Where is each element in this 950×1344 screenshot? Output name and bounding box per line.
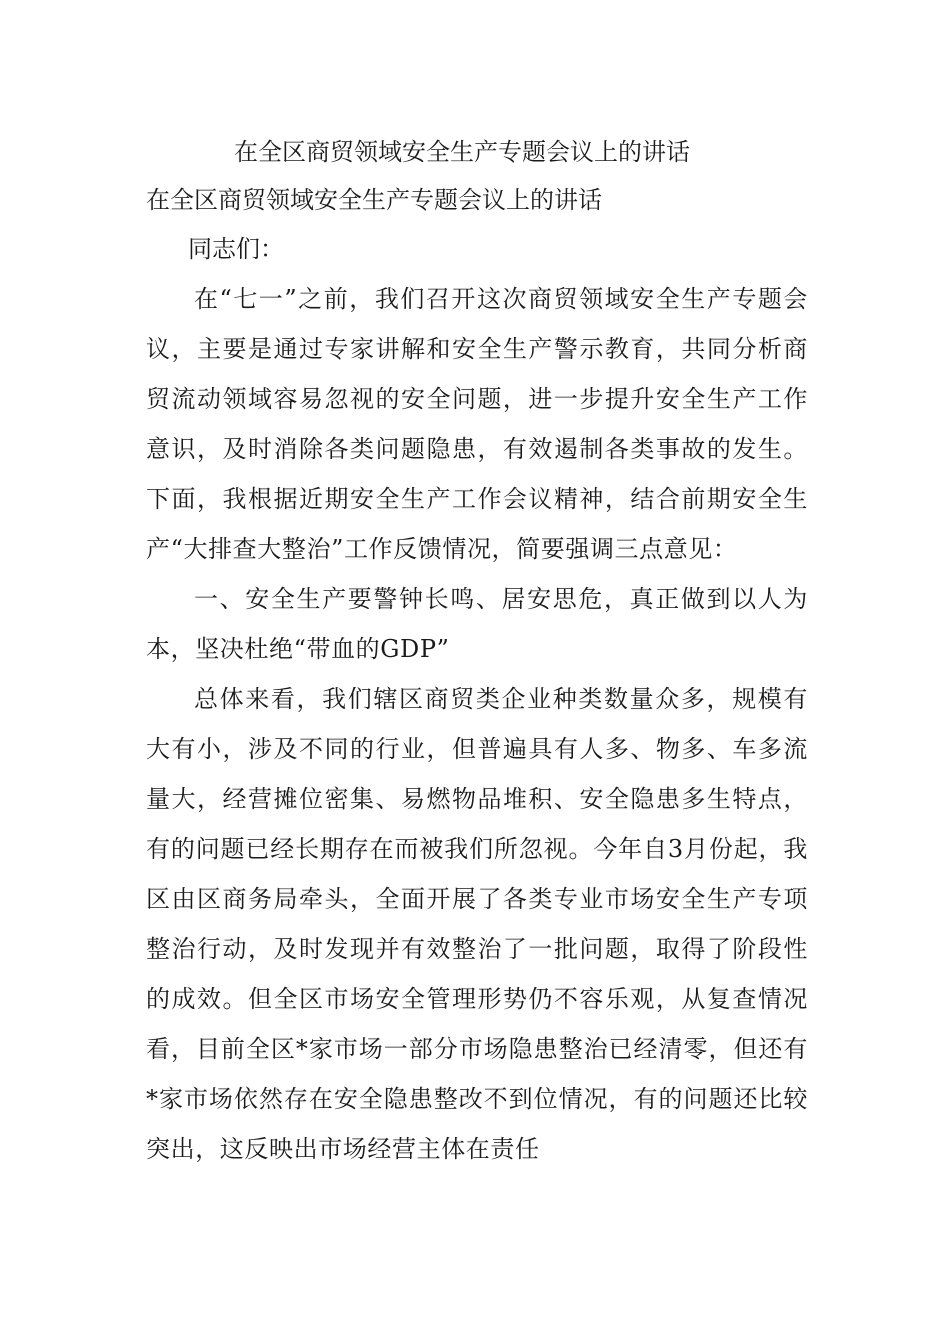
document-subtitle: 在全区商贸领域安全生产专题会议上的讲话 (146, 186, 602, 214)
section-heading-1: 一、安全生产要警钟长鸣、居安思危，真正做到以人为本，坚决杜绝“带血的GDP” (146, 585, 808, 663)
paragraph-intro: 在“七一”之前，我们召开这次商贸领域安全生产专题会议，主要是通过专家讲解和安全生产警示教育，共同分析商贸流动领域容易忽视的安全问题，进一步提升安全生产工作意识，及时消除各类问题隐患，有效遏制各类事故的发生。下面，我根据近期安全生产工作会议精神，结合前期安全生产“大排查大整治”工作反馈情况，简要强调三点意见： (146, 285, 808, 563)
paragraph-body: 总体来看，我们辖区商贸类企业种类数量众多，规模有大有小，涉及不同的行业，但普遍具有人多、物多、车多流量大，经营摊位密集、易燃物品堆积、安全隐患多生特点，有的问题已经长期存在而被我们所忽视。今年自3月份起，我区由区商务局牵头，全面开展了各类专业市场安全生产专项整治行动，及时发现并有效整治了一批问题，取得了阶段性的成效。但全区市场安全管理形势仍不容乐观，从复查情况看，目前全区*家市场一部分市场隐患整治已经清零，但还有*家市场依然存在安全隐患整改不到位情况，有的问题还比较突出，这反映出市场经营主体在责任 (146, 685, 808, 1163)
greeting: 同志们： (188, 235, 284, 263)
document-title: 在全区商贸领域安全生产专题会议上的讲话 (234, 138, 690, 166)
document-page (146, 128, 808, 1174)
